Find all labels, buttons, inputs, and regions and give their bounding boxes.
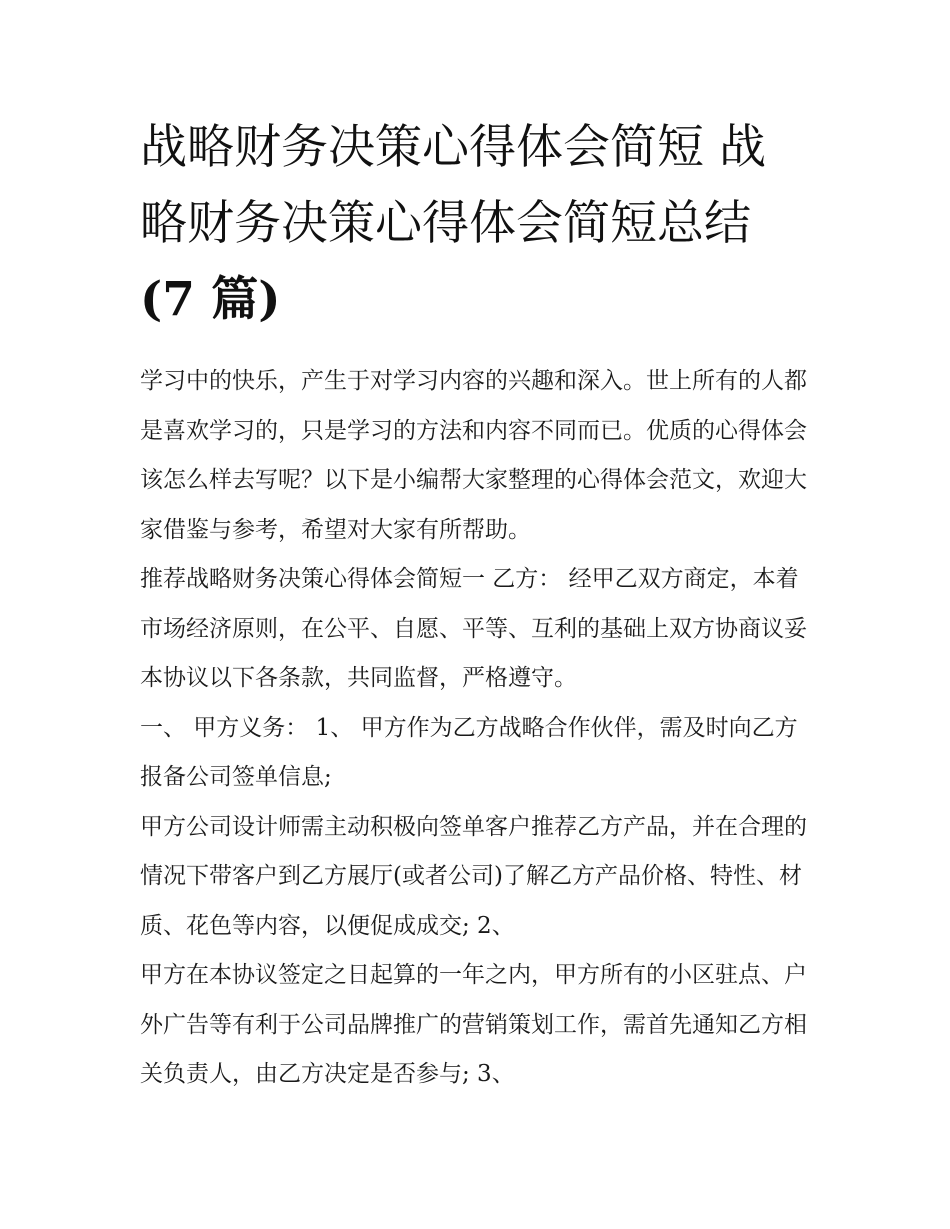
title-tail: (7 篇): [140, 272, 281, 327]
paragraph-recommendation: 推荐战略财务决策心得体会简短一 乙方： 经甲乙双方商定，本着市场经济原则，在公平、自愿、平等、互利的基础上双方协商议妥本协议以下各条款，共同监督，严格遵守。: [140, 566, 807, 691]
paragraph-designer-recommend: 甲方公司设计师需主动积极向签单客户推荐乙方产品，并在合理的情况下带客户到乙方展厅(或者公司)了解乙方产品价格、特性、材质、花色等内容，以便促成成交; 2、: [140, 813, 807, 939]
document-title: [140, 110, 810, 338]
title-main: 战略财务决策心得体会简短 战略财务决策心得体会简短总结: [140, 120, 766, 251]
paragraph-marketing: 甲方在本协议签定之日起算的一年之内，甲方所有的小区驻点、户外广告等有利于公司品牌推广的营销策划工作，需首先通知乙方相关负责人，由乙方决定是否参与; 3、: [140, 962, 807, 1087]
document-body: [140, 357, 812, 1100]
paragraph-party-a-duties: 一、 甲方义务： 1、 甲方作为乙方战略合作伙伴，需及时向乙方报备公司签单信息;: [140, 714, 798, 790]
paragraph-intro: 学习中的快乐，产生于对学习内容的兴趣和深入。世上所有的人都是喜欢学习的，只是学习的方法和内容不同而已。优质的心得体会该怎么样去写呢？以下是小编帮大家整理的心得体会范文，欢迎大家借鉴与参考，希望对大家有所帮助。: [140, 368, 807, 543]
